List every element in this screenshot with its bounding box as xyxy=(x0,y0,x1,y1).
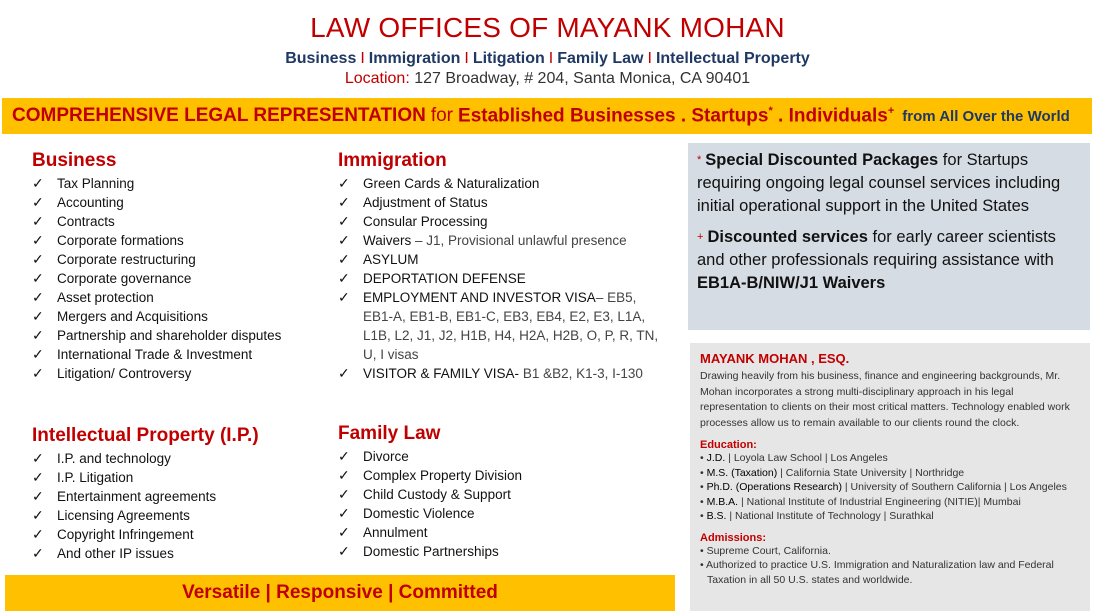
checkmark-icon: ✓ xyxy=(338,251,350,267)
location-label: Location: xyxy=(344,70,410,87)
education-item: • B.S. | National Institute of Technology | Surathkal xyxy=(700,510,934,522)
checkmark-icon: ✓ xyxy=(338,270,350,286)
admissions-heading: Admissions: xyxy=(700,531,767,544)
service-item: ✓ VISITOR & FAMILY VISA- B1 &B2, K1-3, I-130 xyxy=(338,365,643,381)
service-item: ✓ EMPLOYMENT AND INVESTOR VISA– EB5, EB1-A, EB1-B, EB1-C, EB3, EB4, E2, E3, L1A, L1B, L2, J1, J2, H1B, H4, H2A, H2B, O, P, R, TN, U, I visas xyxy=(338,289,659,362)
service-item: ✓ Domestic Partnerships xyxy=(338,543,499,559)
service-list xyxy=(32,449,322,563)
discount-panel xyxy=(688,143,1090,330)
separator: I xyxy=(464,50,469,67)
startup-discount: * Special Discounted Packages for Startups requiring ongoing legal counsel services including initial operational support in the United States xyxy=(697,151,1061,215)
checkmark-icon: ✓ xyxy=(32,450,44,466)
service-list xyxy=(338,447,638,561)
banner-reach: from All Over the World xyxy=(902,107,1070,125)
service-item: ✓ And other IP issues xyxy=(32,545,174,561)
service-item: ✓ Divorce xyxy=(338,448,409,464)
service-item: ✓ International Trade & Investment xyxy=(32,346,253,362)
education-heading: Education: xyxy=(700,439,757,451)
service-item: ✓ Corporate restructuring xyxy=(32,251,196,267)
service-item: ✓ Adjustment of Status xyxy=(338,194,488,210)
checkmark-icon: ✓ xyxy=(32,232,44,248)
checkmark-icon: ✓ xyxy=(338,543,350,559)
separator: I xyxy=(548,50,554,67)
service-item: ✓ Corporate formations xyxy=(32,232,184,248)
page-header xyxy=(0,12,1095,88)
service-item: ✓ Entertainment agreements xyxy=(32,488,217,504)
service-item: ✓ Complex Property Division xyxy=(338,467,523,483)
banner-headline: COMPREHENSIVE LEGAL REPRESENTATION xyxy=(12,105,426,126)
checkmark-icon: ✓ xyxy=(32,365,44,381)
checkmark-icon: ✓ xyxy=(32,469,44,485)
attorney-bio-panel xyxy=(690,343,1090,611)
checkmark-icon: ✓ xyxy=(32,346,44,362)
admissions-list xyxy=(700,544,1080,588)
practice-area: Business xyxy=(285,50,357,67)
service-item: ✓ I.P. and technology xyxy=(32,450,171,466)
location-address: 127 Broadway, # 204, Santa Monica, CA 90401 xyxy=(414,70,751,87)
ip-section xyxy=(32,425,322,563)
separator: I xyxy=(360,50,365,67)
checkmark-icon: ✓ xyxy=(338,505,350,521)
checkmark-icon: ✓ xyxy=(338,448,350,464)
service-item: ✓ ASYLUM xyxy=(338,251,419,267)
education-list xyxy=(700,451,1080,524)
checkmark-icon: ✓ xyxy=(32,526,44,542)
checkmark-icon: ✓ xyxy=(338,175,350,191)
service-item: ✓ Child Custody & Support xyxy=(338,486,511,502)
service-item: ✓ Licensing Agreements xyxy=(32,507,190,523)
admission-item: • Supreme Court, California. xyxy=(700,544,831,557)
separator: I xyxy=(647,50,652,67)
section-heading: Business xyxy=(32,150,117,171)
checkmark-icon: ✓ xyxy=(338,524,350,540)
section-heading: Intellectual Property (I.P.) xyxy=(32,425,259,446)
practice-area: Family Law xyxy=(557,50,644,67)
service-item: ✓ Litigation/ Controversy xyxy=(32,365,192,381)
immigration-section xyxy=(338,150,668,383)
tagline-banner: Versatile | Responsive | Committed xyxy=(5,575,675,611)
checkmark-icon: ✓ xyxy=(32,488,44,504)
section-heading: Immigration xyxy=(338,150,447,171)
attorney-summary: Drawing heavily from his business, finance and engineering backgrounds, Mr. Mohan incorporates a strong multi-disciplinary approach in his legal representation to clients on their most critical matters. Technology enabled work processes allow us to remain available to our clients round the clock. xyxy=(700,370,1070,429)
service-item: ✓ Corporate governance xyxy=(32,270,192,286)
checkmark-icon: ✓ xyxy=(338,467,350,483)
service-item: ✓ Domestic Violence xyxy=(338,505,475,521)
service-item: ✓ Consular Processing xyxy=(338,213,488,229)
service-item: ✓ Tax Planning xyxy=(32,175,135,191)
checkmark-icon: ✓ xyxy=(32,308,44,324)
family-law-section xyxy=(338,423,638,561)
education-item: • M.S. (Taxation) | California State University | Northridge xyxy=(700,466,965,479)
education-item: • M.B.A. | National Institute of Industrial Engineering (NITIE)| Mumbai xyxy=(700,495,1021,508)
service-item: ✓ Copyright Infringement xyxy=(32,526,194,542)
service-item: ✓ I.P. Litigation xyxy=(32,469,134,485)
business-section xyxy=(32,150,322,383)
admission-item: • Authorized to practice U.S. Immigration and Naturalization law and Federal Taxation in all 50 U.S. states and worldwide. xyxy=(700,559,1054,586)
checkmark-icon: ✓ xyxy=(32,270,44,286)
checkmark-icon: ✓ xyxy=(338,365,350,381)
checkmark-icon: ✓ xyxy=(338,289,350,305)
section-heading: Family Law xyxy=(338,423,441,444)
service-list xyxy=(32,174,322,383)
education-item: • J.D. | Loyola Law School | Los Angeles xyxy=(700,452,888,464)
banner-connector: for xyxy=(430,105,454,126)
attorney-name: MAYANK MOHAN , ESQ. xyxy=(700,351,850,366)
practice-area: Immigration xyxy=(368,50,461,67)
professional-discount: + Discounted services for early career scientists and other professionals requiring assistance with EB1A-B/NIW/J1 Waivers xyxy=(697,228,1056,292)
service-item: ✓ Waivers – J1, Provisional unlawful presence xyxy=(338,232,627,248)
service-item: ✓ Accounting xyxy=(32,194,124,210)
checkmark-icon: ✓ xyxy=(32,507,44,523)
checkmark-icon: ✓ xyxy=(32,289,44,305)
checkmark-icon: ✓ xyxy=(32,213,44,229)
practice-area: Litigation xyxy=(472,50,545,67)
page-title: LAW OFFICES OF MAYANK MOHAN xyxy=(310,12,785,43)
practice-area: Intellectual Property xyxy=(655,50,810,67)
checkmark-icon: ✓ xyxy=(32,175,44,191)
service-item: ✓ Mergers and Acquisitions xyxy=(32,308,208,324)
checkmark-icon: ✓ xyxy=(32,251,44,267)
checkmark-icon: ✓ xyxy=(338,232,350,248)
service-item: ✓ DEPORTATION DEFENSE xyxy=(338,270,526,286)
service-item: ✓ Asset protection xyxy=(32,289,154,305)
banner-audiences: Established Businesses . Startups* . Individuals+ xyxy=(458,104,895,127)
checkmark-icon: ✓ xyxy=(338,213,350,229)
checkmark-icon: ✓ xyxy=(338,194,350,210)
service-item: ✓ Green Cards & Naturalization xyxy=(338,175,540,191)
service-list xyxy=(338,174,668,383)
checkmark-icon: ✓ xyxy=(32,194,44,210)
checkmark-icon: ✓ xyxy=(32,545,44,561)
education-item: • Ph.D. (Operations Research) | University of Southern California | Los Angeles xyxy=(700,481,1067,493)
checkmark-icon: ✓ xyxy=(338,486,350,502)
service-item: ✓ Annulment xyxy=(338,524,428,540)
office-location xyxy=(0,70,1095,88)
top-banner xyxy=(2,98,1092,134)
checkmark-icon: ✓ xyxy=(32,327,44,343)
practice-areas xyxy=(0,50,1095,68)
service-item: ✓ Partnership and shareholder disputes xyxy=(32,327,282,343)
service-item: ✓ Contracts xyxy=(32,213,115,229)
